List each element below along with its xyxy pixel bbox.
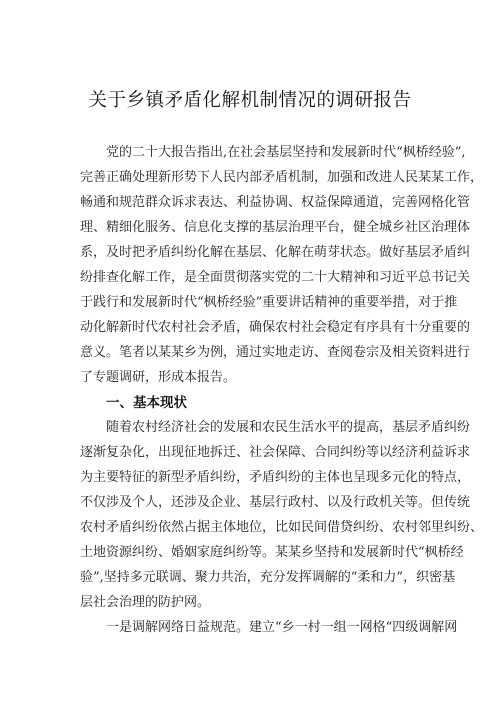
- intro-line: 系，及时把矛盾纠纷化解在基层、化解在萌芽状态。做好基层矛盾纠: [80, 245, 471, 260]
- intro-line: 完善正确处理新形势下人民内部矛盾机制，加强和改进人民某某工作，: [80, 170, 484, 185]
- section-line: 验”,坚持多元联调、聚力共治，充分发挥调解的“柔和力”，织密基: [80, 570, 456, 585]
- section-line: 农村矛盾纠纷依然占据主体地位，比如民间借贷纠纷、农村邻里纠纷、: [80, 520, 484, 535]
- intro-line: 党的二十大报告指出,在社会基层坚持和发展新时代“枫桥经验”,: [106, 145, 466, 160]
- intro-line: 畅通和规范群众诉求表达、利益协调、权益保障通道，完善网格化管: [80, 195, 471, 210]
- section-line: 层社会治理的防护网。: [80, 595, 211, 610]
- paragraph-line: 一是调解网络日益规范。建立“乡一村一组一网格“四级调解网: [106, 620, 458, 635]
- report-title: 关于乡镇矛盾化解机制情况的调研报告: [88, 90, 412, 111]
- intro-line: 了专题调研，形成本报告。: [80, 370, 237, 385]
- section-line: 逐渐复杂化，出现征地拆迁、社会保障、合同纠纷等以经济利益诉求: [80, 445, 471, 460]
- section-line: 随着农村经济社会的发展和农民生活水平的提高，基层矛盾纠纷: [106, 420, 471, 435]
- section-heading: 一、基本现状: [106, 395, 187, 411]
- intro-line: 于践行和发展新时代“枫桥经验”重要讲话精神的重要举措，对于推: [80, 295, 458, 310]
- intro-line: 动化解新时代农村社会矛盾，确保农村社会稳定有序具有十分重要的: [80, 320, 471, 335]
- intro-line: 意义。笔者以某某乡为例，通过实地走访、查阅卷宗及相关资料进行: [80, 345, 471, 360]
- section-line: 不仅涉及个人，还涉及企业、基层行政村、以及行政机关等。但传统: [80, 495, 471, 510]
- intro-line: 理、精细化服务、信息化支撑的基层治理平台，健全城乡社区治理体: [80, 220, 471, 235]
- section-line: 土地资源纠纷、婚姻家庭纠纷等。某某乡坚持和发展新时代“枫桥经: [80, 545, 464, 560]
- section-line: 为主要特征的新型矛盾纠纷，矛盾纠纷的主体也呈现多元化的特点，: [80, 470, 471, 485]
- intro-line: 纷排查化解工作，是全面贯彻落实党的二十大精神和习近平总书记关: [80, 270, 471, 285]
